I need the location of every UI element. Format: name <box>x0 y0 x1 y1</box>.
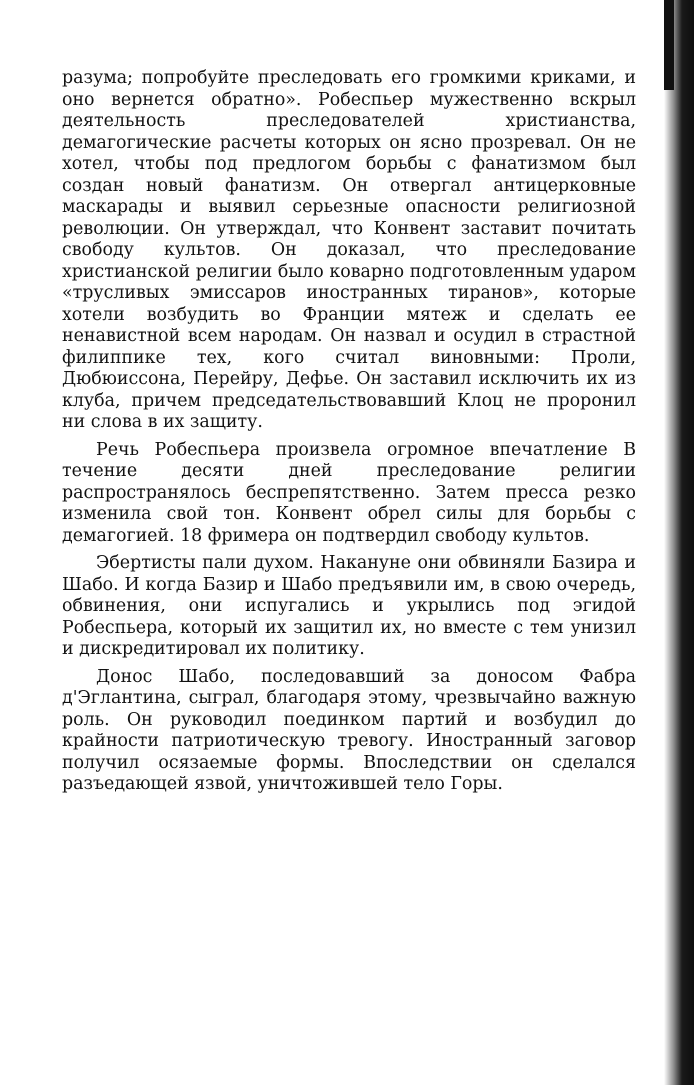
paragraph-3: Эбертисты пали духом. Накануне они обвиняли Базира и Шабо. И когда Базир и Шабо предъявили им, в свою очередь, обвинения, они испугались и укрылись под эгидой Робеспьера, который их защитил их, но вместе с тем унизил и дискредитировал их политику. <box>62 553 636 659</box>
scan-shadow-edge <box>664 0 694 1085</box>
paragraph-2: Речь Робеспьера произвела огромное впечатление В течение десяти дней преследование религии распространялось беспрепятственно. Затем пресса резко изменила свой тон. Конвент обрел силы для борьбы с демагогией. 18 фримера он подтвердил свободу культов. <box>62 439 636 546</box>
paragraph-1: разума; попробуйте преследовать его громкими криками, и оно вернется обратно». Робеспьер мужественно вскрыл деятельность преследователей христианства, демагогические расчеты которых он ясно прозревал. Он не хотел, чтобы под предлогом борьбы с фанатизмом был создан новый фанатизм. Он отвергал антицерковные маскарады и выявил серьезные опасности религиозной революции. Он утверждал, что Конвент заставит почитать свободу культов. Он доказал, что преследование христианской религии было коварно подготовленным ударом «трусливых эмиссаров иностранных тиранов», которые хотели возбудить во Франции мятеж и сделать ее ненавистной всем народам. Он назвал и осудил в страстной филиппике тех, кого считал виновными: Проли, Дюбюиссона, Перейру, Дефье. Он заставил исключить их из клуба, причем председательствовавший Клоц не проронил ни слова в их защиту. <box>62 68 636 432</box>
scan-shadow-top <box>664 0 674 90</box>
paragraph-4: Донос Шабо, последовавший за доносом Фабра д'Эглантина, сыграл, благодаря этому, чрезвычайно важную роль. Он руководил поединком партий и возбудил до крайности патриотическую тревогу. Иностранный заговор получил осязаемые формы. Впоследствии он сделался разъедающей язвой, уничтожившей тело Горы. <box>62 666 636 794</box>
body-text <box>62 68 636 802</box>
